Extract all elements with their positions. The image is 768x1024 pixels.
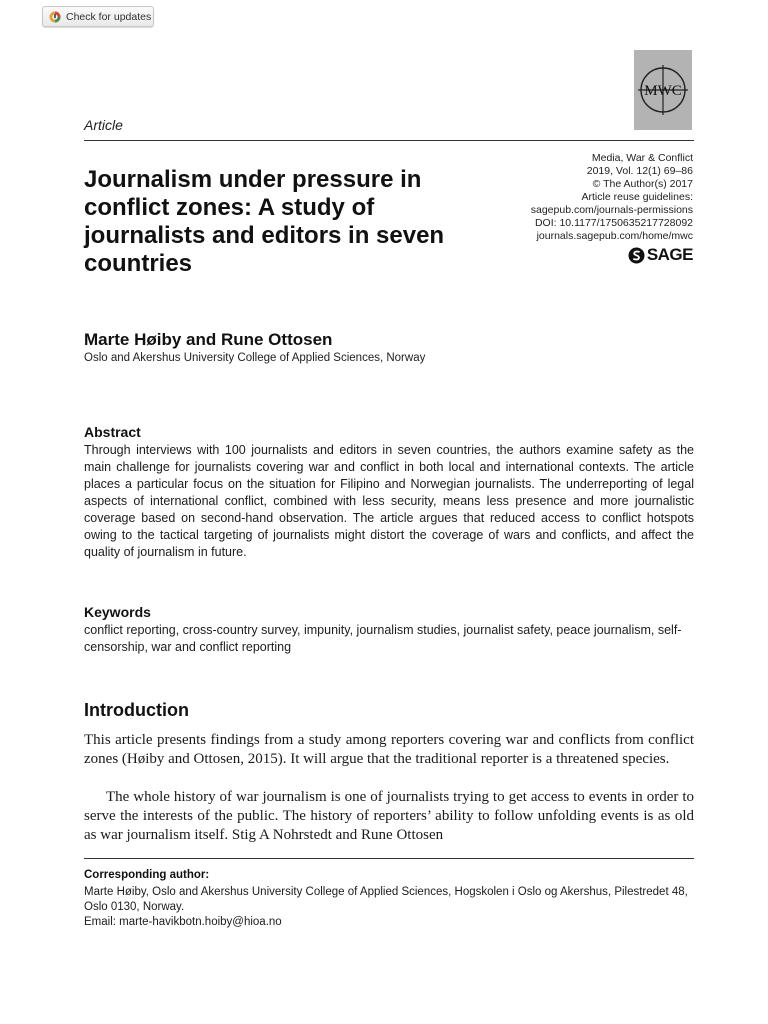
- journal-homepage-link[interactable]: journals.sagepub.com/home/mwc: [536, 230, 693, 242]
- journal-logo: [634, 50, 692, 130]
- update-check-icon: [49, 11, 61, 23]
- abstract-text: Through interviews with 100 journalists and editors in seven countries, the authors examine safety as the main challenge for journalists covering war and conflict in both local and international contexts. The article places a particular focus on the situation for Filipino and Norwegian journalists. The underreporting of legal aspects of international conflict, combined with less security, means less presence and more journalistic coverage based on second-hand observation. The article argues that reduced access to conflict hotspots owing to the tactical targeting of journalists might distort the coverage of wars and conflicts, and affect the quality of journalism in future.: [84, 443, 694, 559]
- introduction-heading: Introduction: [84, 700, 189, 720]
- svg-text:MWC: MWC: [644, 83, 682, 99]
- article-type-label: Article: [84, 117, 123, 133]
- reuse-guidelines-link[interactable]: sagepub.com/journals-permissions: [530, 204, 693, 216]
- corresponding-author-address: Marte Høiby, Oslo and Akershus University College of Applied Sciences, Hogskolen i Oslo og Akershus, Pilestredet 48, Oslo 0130, Norway.: [84, 886, 688, 913]
- publisher-logo: [628, 245, 693, 265]
- check-for-updates-label: Check for updates: [66, 10, 152, 23]
- keywords-heading: Keywords: [84, 604, 151, 620]
- journal-name: Media, War & Conflict: [591, 152, 693, 164]
- author-affiliation: Oslo and Akershus University College of Applied Sciences, Norway: [84, 352, 426, 364]
- keywords-list: conflict reporting, cross-country survey, impunity, journalism studies, journalist safety, peace journalism, self-censorship, war and conflict reporting: [84, 623, 682, 654]
- article-title: Journalism under pressure in conflict zones: A study of journalists and editors in seven countries: [84, 166, 445, 277]
- journal-metadata: [531, 152, 693, 243]
- introduction-paragraph-2: The whole history of war journalism is one of journalists trying to get access to events in order to serve the interests of the public. The history of reporters’ ability to follow unfolding events is as old as war journalism itself. Stig A Nohrstedt and Rune Ottosen: [84, 789, 694, 843]
- reuse-guidelines-label: Article reuse guidelines:: [581, 191, 693, 203]
- sage-mark-icon: [628, 247, 645, 264]
- footnote-divider: [84, 858, 694, 859]
- check-for-updates-button[interactable]: [42, 6, 154, 27]
- introduction-paragraph-1: This article presents findings from a study among reporters covering war and conflicts from conflict zones (Høiby and Ottosen, 2015). It will argue that the traditional reporter is a threatened species.: [84, 732, 694, 767]
- corresponding-author-heading: Corresponding author:: [84, 869, 210, 881]
- abstract-heading: Abstract: [84, 424, 141, 440]
- publisher-name: SAGE: [646, 245, 693, 264]
- doi-link[interactable]: DOI: 10.1177/1750635217728092: [534, 217, 693, 229]
- corresponding-author-email[interactable]: Email: marte-havikbotn.hoiby@hioa.no: [84, 916, 282, 928]
- copyright-notice: © The Author(s) 2017: [592, 178, 693, 190]
- author-names: Marte Høiby and Rune Ottosen: [84, 330, 333, 349]
- volume-info: 2019, Vol. 12(1) 69–86: [586, 165, 693, 177]
- header-divider: [84, 140, 694, 141]
